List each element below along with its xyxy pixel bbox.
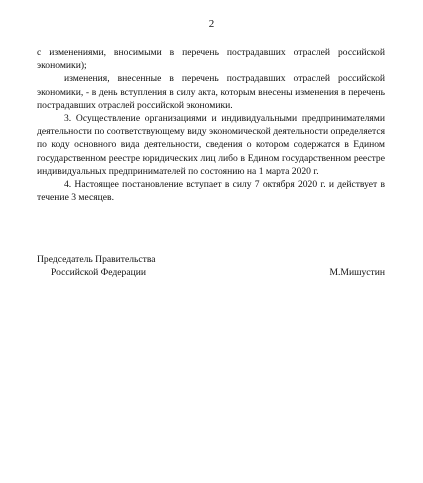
paragraph-effective-date: 4. Настоящее постановление вступает в силу 7 октября 2020 г. и действует в течение 3 месяцев. — [37, 179, 385, 204]
paragraph-continuation: с изменениями, вносимыми в перечень пострадавших отраслей российской экономики); — [37, 47, 385, 72]
signatory-title-line-1: Председатель Правительства — [37, 254, 156, 265]
signatory-name: М.Мишустин — [329, 267, 385, 278]
page-number: 2 — [208, 18, 215, 30]
signature-block — [37, 253, 385, 279]
paragraph-activity-code: 3. Осуществление организациями и индивидуальными предпринимателями деятельности по соответствующему виду экономической деятельности определяется по коду основного вида деятельности, сведения о котором содержатся в Едином государственном реестре юридических лиц либо в Едином государственном реестре индивидуальных предпринимателей по состоянию на 1 марта 2020 г. — [37, 113, 385, 177]
signatory-title-line-2: Российской Федерации — [51, 267, 146, 278]
signature-row — [37, 266, 385, 279]
document-body — [37, 46, 385, 204]
paragraph-amendments-effective-date: изменения, внесенные в перечень пострадавших отраслей российской экономики, - в день вступления в силу акта, которым внесены изменения в перечень пострадавших отраслей российской экономики. — [37, 73, 385, 111]
